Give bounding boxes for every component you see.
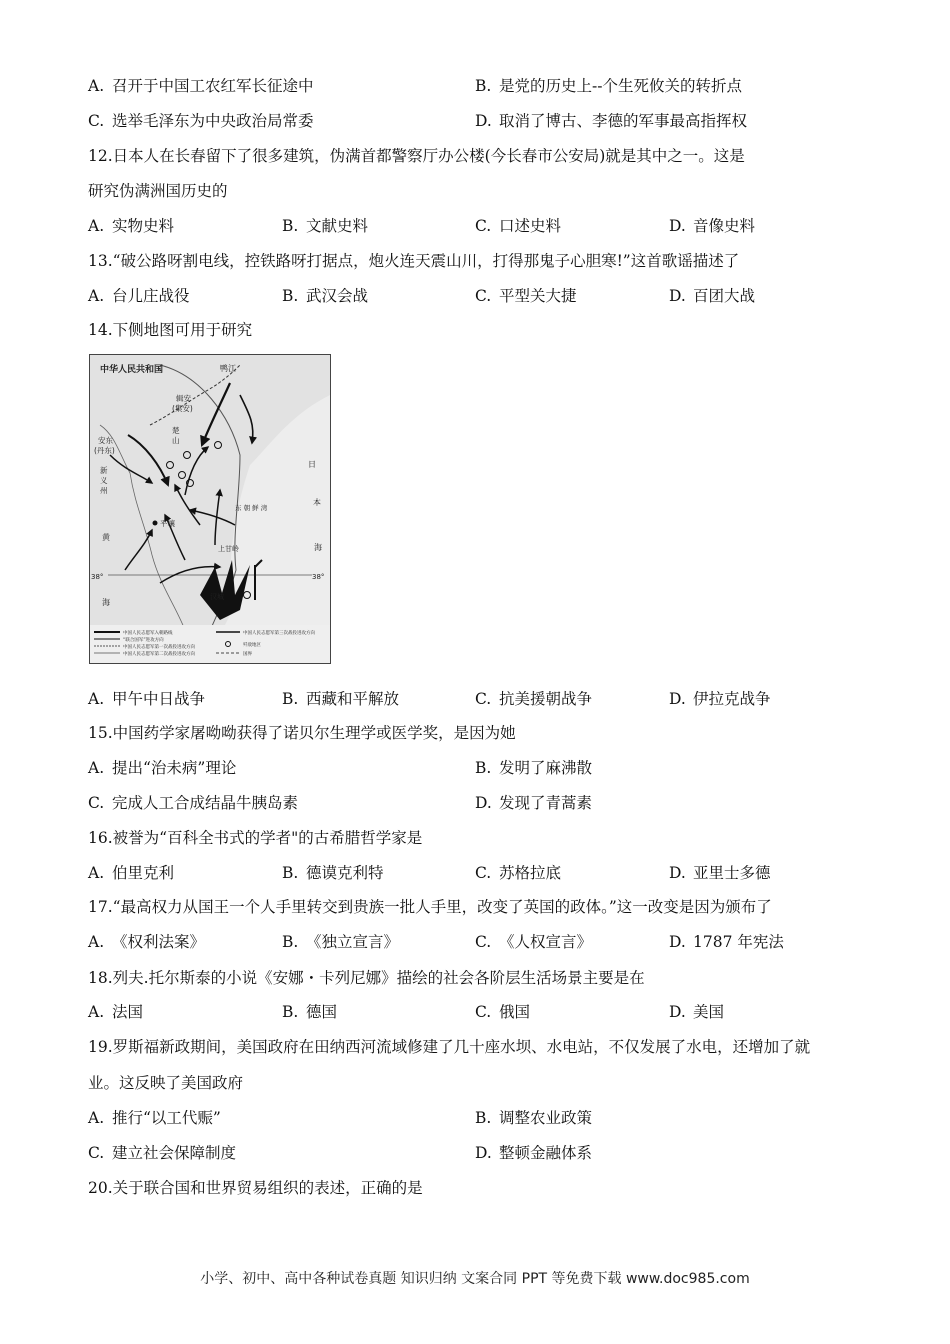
q12-option-c: C. 口述史料 bbox=[475, 217, 562, 235]
q13-option-c: C. 平型关大捷 bbox=[475, 287, 577, 305]
map-label-yellow1: 黄 bbox=[102, 533, 110, 542]
q12-option-d: D. 音像史料 bbox=[669, 217, 756, 235]
map-label-japan3: 海 bbox=[314, 543, 322, 552]
q18-stem: 18.列夫.托尔斯泰的小说《安娜・卡列尼娜》描绘的社会各阶层生活场景主要是在 bbox=[88, 969, 645, 987]
legend-1: “联合国军”进攻方向 bbox=[123, 638, 164, 643]
map-label-japan2: 本 bbox=[313, 498, 321, 507]
q17-option-d: D. 1787 年宪法 bbox=[669, 933, 784, 951]
map-label-yalu: 鸭江 bbox=[220, 364, 236, 373]
legend-4: 中国人民志愿军第三次战役进攻方向 bbox=[243, 631, 315, 636]
q16-stem: 16.被誉为“百科全书式的学者"的古希腊哲学家是 bbox=[88, 829, 423, 847]
q14-stem: 14.下侧地图可用于研究 bbox=[88, 321, 253, 339]
q14-option-b: B. 西藏和平解放 bbox=[282, 690, 400, 708]
q16-option-c: C. 苏格拉底 bbox=[475, 864, 562, 882]
q18-option-d: D. 美国 bbox=[669, 1003, 725, 1021]
map-label-chusan: 楚 bbox=[172, 426, 180, 435]
q11-option-c: C. 选举毛泽东为中央政治局常委 bbox=[88, 112, 314, 130]
q15-stem: 15.中国药学家屠呦呦获得了诺贝尔生理学或医学奖，是因为她 bbox=[88, 724, 516, 742]
q16-option-b: B. 德谟克利特 bbox=[282, 864, 384, 882]
legend-2: 中国人民志愿军第一次战役进攻方向 bbox=[123, 645, 195, 650]
legend-5: 歼敌地区 bbox=[243, 643, 261, 648]
legend-0: 中国人民志愿军入朝路线 bbox=[123, 631, 173, 636]
q18-option-a: A. 法国 bbox=[88, 1003, 144, 1021]
korean-war-map bbox=[89, 354, 331, 664]
map-label-jian: 辑安 bbox=[176, 394, 191, 403]
map-label-yellow2: 海 bbox=[102, 598, 110, 607]
map-label-chusan2: 山 bbox=[172, 436, 180, 445]
q11-option-d: D. 取消了博古、李德的军事最高指挥权 bbox=[475, 112, 748, 130]
q17-option-c: C. 《人权宣言》 bbox=[475, 933, 593, 951]
q11-option-b: B. 是党的历史上--个生死攸关的转折点 bbox=[475, 77, 742, 95]
map-label-shanggan: 上甘岭 bbox=[218, 545, 239, 553]
q17-option-b: B. 《独立宣言》 bbox=[282, 933, 400, 951]
q13-stem: 13.“破公路呀割电线，控铁路呀打据点，炮火连天震山川，打得那鬼子心胆寒!”这首歌谣描述了 bbox=[88, 252, 740, 270]
q14-option-a: A. 甲午中日战争 bbox=[88, 690, 206, 708]
q15-option-c: C. 完成人工合成结晶牛胰岛素 bbox=[88, 794, 299, 812]
q13-option-d: D. 百团大战 bbox=[669, 287, 756, 305]
map-label-pyongyang: 平壤 bbox=[160, 519, 175, 528]
map-label-xinyi2: 义 bbox=[100, 476, 108, 485]
q12-stem-line2: 研究伪满洲国历史的 bbox=[88, 182, 228, 200]
q17-stem: 17.“最高权力从国王一个人手里转交到贵族一批人手里，改变了英国的政体。”这一改变是因为颁布了 bbox=[88, 898, 772, 916]
map-label-andong2: (丹东) bbox=[94, 446, 115, 455]
q15-option-d: D. 发现了青蒿素 bbox=[475, 794, 593, 812]
q14-option-c: C. 抗美援朝战争 bbox=[475, 690, 593, 708]
q13-option-a: A. 台儿庄战役 bbox=[88, 287, 190, 305]
map-label-japan1: 日 bbox=[308, 460, 316, 469]
page-footer: 小学、初中、高中各种试卷真题 知识归纳 文案合同 PPT 等免费下载 www.doc985.com bbox=[200, 1271, 750, 1287]
q12-option-a: A. 实物史料 bbox=[88, 217, 175, 235]
legend-3: 中国人民志愿军第二次战役进攻方向 bbox=[123, 652, 195, 657]
q19-stem-line1: 19.罗斯福新政期间，美国政府在田纳西河流域修建了几十座水坝、水电站，不仅发展了水电，还增加了就 bbox=[88, 1038, 811, 1056]
q19-option-d: D. 整顿金融体系 bbox=[475, 1144, 593, 1162]
q16-option-d: D. 亚里士多德 bbox=[669, 864, 771, 882]
map-label-xinyi: 新 bbox=[100, 466, 108, 475]
q18-option-b: B. 德国 bbox=[282, 1003, 338, 1021]
q20-stem: 20.关于联合国和世界贸易组织的表述，正确的是 bbox=[88, 1179, 423, 1197]
map-label-lat-right: 38° bbox=[312, 573, 325, 581]
map-label-lat-left: 38° bbox=[91, 573, 104, 581]
q15-option-b: B. 发明了麻沸散 bbox=[475, 759, 593, 777]
q11-option-a: A. 召开于中国工农红军长征途中 bbox=[88, 77, 314, 95]
q12-option-b: B. 文献史料 bbox=[282, 217, 369, 235]
q12-stem-line1: 12.日本人在长春留下了很多建筑，伪满首都警察厅办公楼(今长春市公安局)就是其中之一。这是 bbox=[88, 147, 745, 165]
map-title: 中华人民共和国 bbox=[100, 365, 164, 375]
legend-6: 国界 bbox=[243, 652, 252, 657]
q17-option-a: A. 《权利法案》 bbox=[88, 933, 206, 951]
map-label-eastsea: 东 朝 鲜 湾 bbox=[235, 504, 268, 512]
q13-option-b: B. 武汉会战 bbox=[282, 287, 369, 305]
q18-option-c: C. 俄国 bbox=[475, 1003, 531, 1021]
q15-option-a: A. 提出“治未病”理论 bbox=[88, 759, 237, 777]
q16-option-a: A. 伯里克利 bbox=[88, 864, 175, 882]
map-label-xinyi3: 州 bbox=[100, 486, 108, 495]
q19-option-b: B. 调整农业政策 bbox=[475, 1109, 593, 1127]
q19-stem-line2: 业。这反映了美国政府 bbox=[88, 1074, 244, 1092]
q19-option-c: C. 建立社会保障制度 bbox=[88, 1144, 237, 1162]
map-label-andong: 安东 bbox=[98, 436, 113, 445]
map-label-jian2: (集安) bbox=[172, 404, 193, 413]
q19-option-a: A. 推行“以工代赈” bbox=[88, 1109, 221, 1127]
q14-option-d: D. 伊拉克战争 bbox=[669, 690, 771, 708]
map-label-seoul: 汉城 bbox=[210, 593, 224, 601]
